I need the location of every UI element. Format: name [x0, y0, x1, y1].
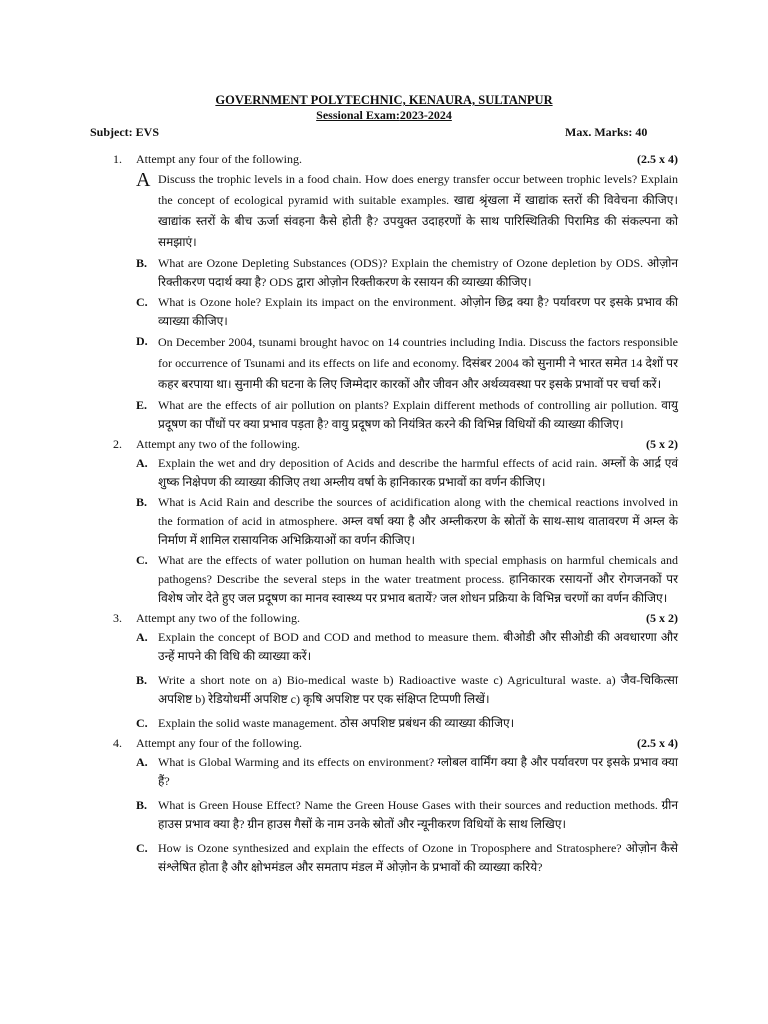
question-marks: (5 x 2)	[646, 437, 678, 451]
question-number: 2.	[113, 437, 122, 451]
exam-year: 2023-2024	[399, 108, 452, 122]
part-letter: B.	[136, 256, 148, 270]
question-instruction: Attempt any two of the following.	[136, 437, 300, 451]
question-part	[0, 169, 768, 253]
question-header	[0, 150, 768, 169]
part-letter: B.	[136, 798, 148, 812]
part-text: What is Green House Effect? Name the Green House Gases with their sources and reduction methods. ग्रीन हाउस प्रभाव क्या है? ग्रीन हाउस गैसों के नाम उनके स्रोतों और न्यूनीकरण विधियों के साथ लिखिए।	[158, 798, 678, 831]
part-text: What are the effects of water pollution on human health with special emphasis on harmful chemicals and pathogens? Describe the several steps in the water treatment process. हानिकारक रसायनों और रोगजनकों पर विशेष जोर देते हुए जल प्रदूषण का मानव स्वास्थ्य पर प्रभाव बतायें? जल शोधन प्रक्रिया के विभिन्न चरणों का वर्णन कीजिए।	[158, 553, 678, 605]
question-marks: (2.5 x 4)	[637, 152, 678, 166]
part-text: Explain the wet and dry deposition of Acids and describe the harmful effects of acid rain. अम्लों के आर्द्र एवं शुष्क निक्षेपण की व्याख्या कीजिए तथा अम्लीय वर्षा के हानिकारक प्रभावों का वर्णन कीजिए।	[158, 456, 678, 489]
max-marks-label: Max. Marks: 40	[565, 125, 648, 139]
question-1	[0, 150, 768, 434]
part-letter: B.	[136, 673, 148, 687]
part-letter: C.	[136, 841, 148, 855]
question-part	[0, 332, 768, 395]
question-part	[0, 396, 768, 434]
question-part	[0, 671, 768, 709]
question-instruction: Attempt any four of the following.	[136, 736, 302, 750]
question-part	[0, 714, 768, 733]
part-text: What is Global Warming and its effects on environment? ग्लोबल वार्मिंग क्या है और पर्यावरण पर इसके प्रभाव क्या हैं?	[158, 755, 678, 788]
subject-label: Subject: EVS	[90, 125, 160, 139]
question-part	[0, 493, 768, 550]
meta-row	[0, 123, 768, 139]
part-letter: C.	[136, 716, 148, 730]
question-part	[0, 753, 768, 791]
question-marks: (2.5 x 4)	[637, 736, 678, 750]
question-part	[0, 628, 768, 666]
question-part	[0, 454, 768, 492]
part-text: Discuss the trophic levels in a food chain. How does energy transfer occur between trophic levels? Explain the concept of ecological pyramid with suitable examples. खाद्य श्रृंखला में खाद्यांक स्तरों की विवेचना कीजिए। खाद्यांक स्तरों के बीच ऊर्जा संवहना कैसे होती है? उपयुक्त उदाहरणों के साथ पारिस्थितिकी पिरामिड की संकल्पना को समझाएं।	[158, 172, 678, 249]
question-part	[0, 254, 768, 292]
question-instruction: Attempt any four of the following.	[136, 152, 302, 166]
part-letter: A.	[136, 755, 148, 769]
part-letter: A.	[136, 456, 148, 470]
question-header	[0, 609, 768, 628]
institution-title: GOVERNMENT POLYTECHNIC, KENAURA, SULTANPUR	[215, 93, 553, 107]
question-part	[0, 551, 768, 608]
question-list	[0, 150, 768, 878]
part-text: What are the effects of air pollution on plants? Explain different methods of controlling air pollution. वायु प्रदूषण का पौंधों पर क्या प्रभाव पड़ता है? वायु प्रदूषण को नियंत्रित करने की विभिन्न विधियों की व्याख्या कीजिए।	[158, 398, 678, 431]
question-number: 1.	[113, 152, 122, 166]
part-letter: A.	[136, 630, 148, 644]
question-number: 3.	[113, 611, 122, 625]
question-2	[0, 435, 768, 608]
part-text: Explain the solid waste management. ठोस अपशिष्ट प्रबंधन की व्याख्या कीजिए।	[158, 716, 515, 730]
exam-label: Sessional Exam:	[316, 108, 400, 122]
question-header	[0, 734, 768, 753]
part-letter: E.	[136, 398, 148, 412]
question-header	[0, 435, 768, 454]
part-text: Write a short note on a) Bio-medical waste b) Radioactive waste c) Agricultural waste. a) जैव-चिकित्सा अपशिष्ट b) रेडियोधर्मी अपशिष्ट c) कृषि अपशिष्ट पर एक संक्षिप्त टिप्पणी लिखें।	[158, 673, 678, 706]
part-text: What are Ozone Depleting Substances (ODS)? Explain the chemistry of Ozone depletion by ODS. ओज़ोन रिक्तीकरण पदार्थ क्या है? ODS द्वारा ओज़ोन रिक्तीकरण के रसायन की व्याख्या कीजिए।	[158, 256, 678, 289]
part-text: How is Ozone synthesized and explain the effects of Ozone in Troposphere and Stratosphere? ओज़ोन कैसे संश्लेषित होता है और क्षोभमंडल और समताप मंडल में ओज़ोन के प्रभावों की व्याख्या करिये?	[158, 841, 678, 874]
part-text: What is Ozone hole? Explain its impact on the environment. ओज़ोन छिद्र क्या है? पर्यावरण पर इसके प्रभाव की व्याख्या कीजिए।	[158, 295, 678, 328]
part-letter: C.	[136, 295, 148, 309]
question-part	[0, 293, 768, 331]
question-part	[0, 839, 768, 877]
question-marks: (5 x 2)	[646, 611, 678, 625]
question-instruction: Attempt any two of the following.	[136, 611, 300, 625]
exam-subtitle	[0, 108, 768, 123]
part-text: Explain the concept of BOD and COD and method to measure them. बीओडी और सीओडी की अवधारणा और उन्हें मापने की विधि की व्याख्या करें।	[158, 630, 678, 663]
exam-header	[0, 92, 768, 139]
question-3	[0, 609, 768, 733]
part-letter: B.	[136, 495, 148, 509]
part-letter: A	[136, 169, 151, 191]
part-text: On December 2004, tsunami brought havoc on 14 countries including India. Discuss the factors responsible for occurrence of Tsunami and its effects on life and economy. दिसंबर 2004 को सुनामी ने भारत समेत 14 देशों पर कहर बरपाया था। सुनामी की घटना के लिए जिम्मेदार कारकों और जीवन और अर्थव्यवस्था पर इसके प्रभावों पर चर्चा करें।	[158, 335, 678, 391]
part-letter: D.	[136, 334, 148, 348]
question-4	[0, 734, 768, 877]
question-part	[0, 796, 768, 834]
question-number: 4.	[113, 736, 122, 750]
part-text: What is Acid Rain and describe the sources of acidification along with the chemical reactions involved in the formation of acid in atmosphere. अम्ल वर्षा क्या है और अम्लीकरण के स्रोतों के साथ-साथ वातावरण में अम्ल के निर्माण में शामिल रासायनिक अभिक्रियाओं का वर्णन कीजिए।	[158, 495, 678, 547]
part-letter: C.	[136, 553, 148, 567]
